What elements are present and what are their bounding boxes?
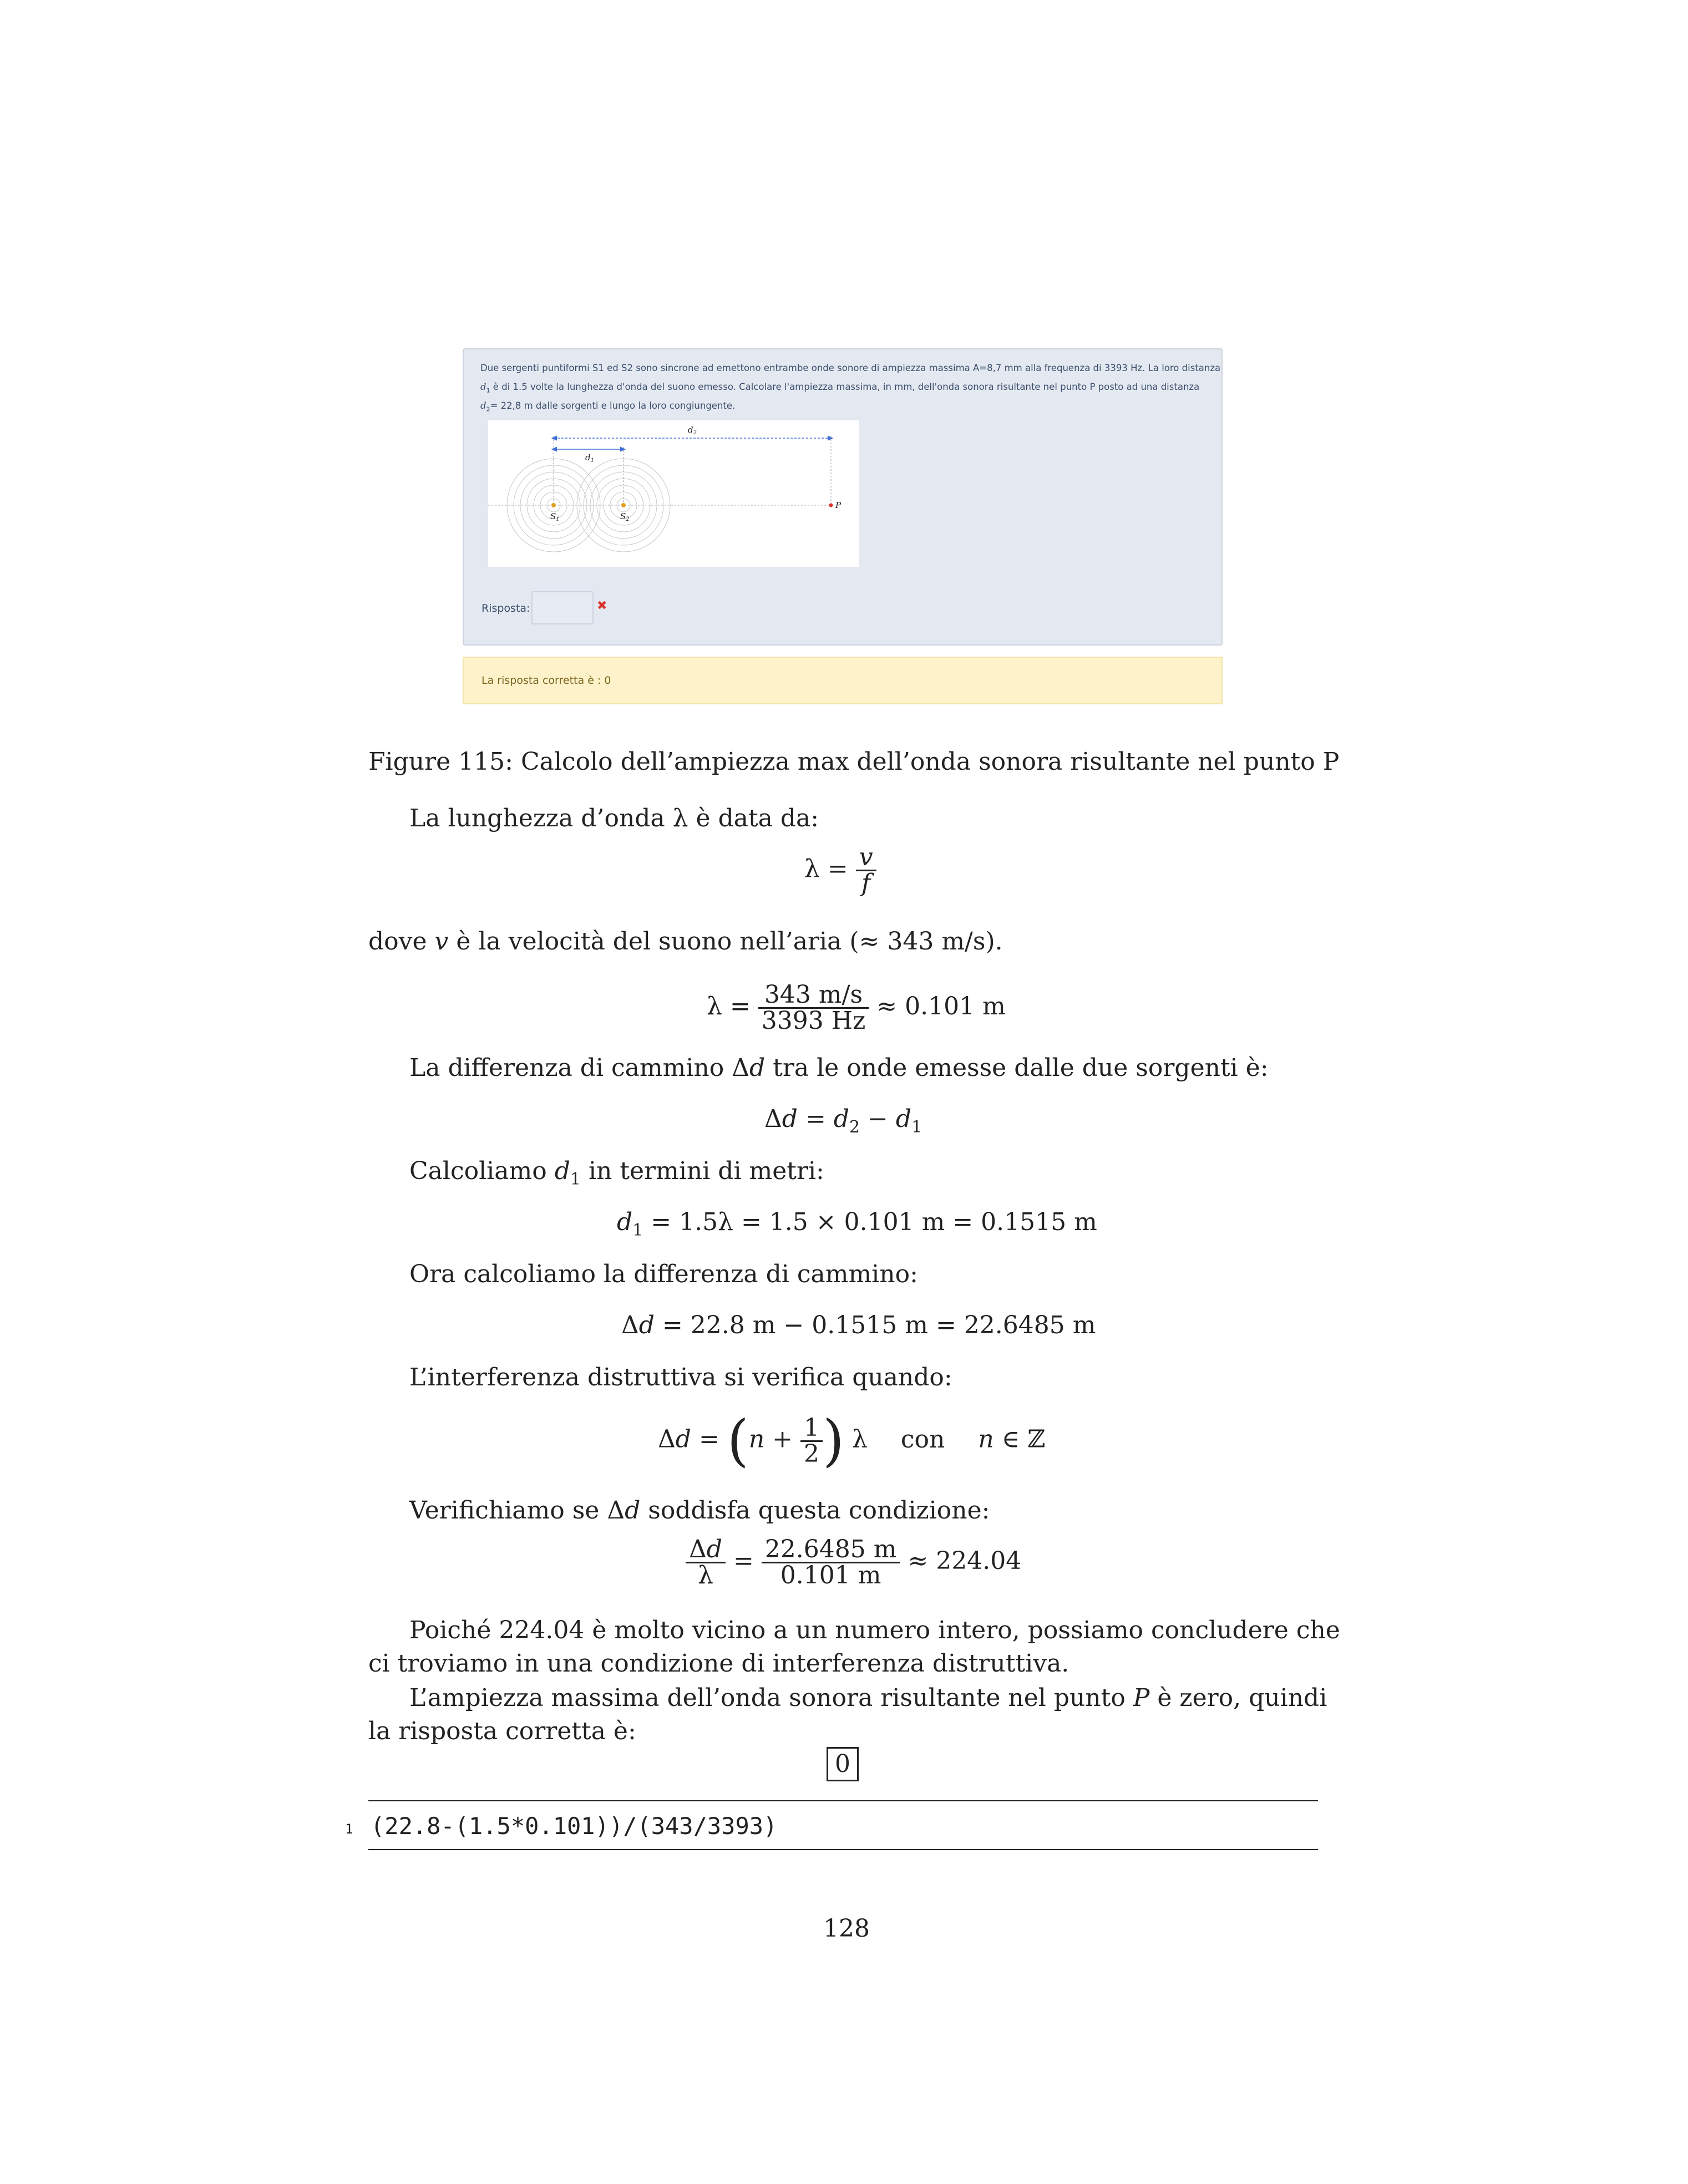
- quiz-question-line-2: [480, 383, 1207, 393]
- equation-d1-value: [617, 1208, 1097, 1240]
- paragraph-destructive-condition: L’interferenza distruttiva si verifica quando:: [409, 1363, 952, 1391]
- eq4-sub: 1: [632, 1221, 643, 1240]
- eq6-numerator: 1: [804, 1413, 819, 1442]
- figure-caption: Figure 115: Calcolo dell’ampiezza max dell’onda sonora risultante nel punto P: [368, 748, 1340, 776]
- quiz-question-line-1: Due sergenti puntiformi S1 ed S2 sono sincrone ad emettono entrambe onde sonore di ampiezza massima A=8,7 mm alla frequenza di 3393 Hz. La loro distanza: [480, 363, 1221, 373]
- eq6-equals: =: [691, 1425, 727, 1454]
- eq3-d: d: [782, 1105, 798, 1133]
- eq2-numerator: 343 m/s: [764, 981, 863, 1009]
- eq4-d: d: [617, 1208, 633, 1236]
- eq2-denominator: 3393 Hz: [758, 1007, 869, 1033]
- eq4-rest: = 1.5λ = 1.5 × 0.101 m = 0.1515 m: [643, 1208, 1097, 1236]
- eq7-lhs-denominator: λ: [686, 1562, 726, 1588]
- p4-sub: 1: [570, 1169, 581, 1189]
- eq5-rest: = 22.8 m − 0.1515 m = 22.6485 m: [654, 1311, 1096, 1339]
- equation-lambda-value: [707, 983, 1006, 1033]
- d1-symbol: d: [480, 382, 486, 392]
- eq2-rhs: ≈ 0.101 m: [869, 992, 1006, 1020]
- p7-text-b: soddisfa questa condizione:: [640, 1496, 990, 1525]
- p3-text-a: La differenza di cammino Δ: [409, 1054, 749, 1082]
- eq1-numerator: v: [859, 843, 873, 871]
- eq6-n: n: [748, 1425, 765, 1454]
- code-top-rule: [368, 1800, 1318, 1801]
- eq6-con: con: [900, 1425, 945, 1454]
- correct-answer-feedback: La risposta corretta è : 0: [481, 674, 611, 687]
- p2-v: v: [434, 927, 449, 956]
- point-p-dot: [829, 504, 833, 507]
- d1-label: $d_1$: [585, 453, 594, 464]
- eq7-lhs-numerator: [686, 1537, 726, 1562]
- p2-text-a: dove: [368, 927, 435, 956]
- wave-diagram-svg: [488, 420, 859, 567]
- eq7-delta: Δ: [689, 1535, 707, 1563]
- eq7-rhs-fraction: [762, 1537, 900, 1588]
- p7-d: d: [625, 1496, 641, 1525]
- eq2-fraction: [758, 983, 869, 1033]
- eq7-lhs-fraction: [686, 1537, 726, 1588]
- eq7-rhs-numerator: 22.6485 m: [764, 1535, 897, 1563]
- paragraph-answer-line-1: [409, 1686, 1327, 1710]
- eq2-lhs: λ =: [707, 992, 758, 1020]
- paragraph-verify: [409, 1496, 990, 1525]
- s2-label: $S_2$: [620, 511, 630, 522]
- code-bottom-rule: [368, 1849, 1318, 1850]
- eq3-equals: =: [797, 1105, 834, 1133]
- eq3-delta: Δ: [764, 1105, 782, 1133]
- eq1-denominator: f: [856, 870, 876, 896]
- quiz-question-line-3: [480, 402, 1207, 412]
- equation-delta-d: [764, 1105, 922, 1137]
- answer-label: Risposta:: [481, 602, 530, 614]
- paragraph-answer-line-2: la risposta corretta è:: [368, 1717, 636, 1745]
- eq3-d2: d: [833, 1105, 849, 1133]
- d2-symbol: d: [480, 400, 486, 411]
- p9-p: P: [1133, 1684, 1150, 1712]
- code-line-number: 1: [345, 1821, 353, 1837]
- wave-diagram: [488, 420, 859, 567]
- eq6-lambda: λ: [844, 1425, 868, 1454]
- eq5-d: d: [638, 1311, 655, 1339]
- equation-ratio: [686, 1537, 1021, 1588]
- p4-d: d: [554, 1157, 570, 1185]
- p4-text-a: Calcoliamo: [409, 1157, 555, 1185]
- source-s1-dot: [551, 503, 556, 507]
- equation-destructive-interference: [658, 1408, 1046, 1473]
- eq6-denominator: 2: [800, 1440, 823, 1466]
- eq3-sub2: 2: [849, 1118, 860, 1137]
- p7-text-a: Verifichiamo se Δ: [409, 1496, 625, 1525]
- equation-lambda-v-over-f: [804, 845, 876, 896]
- paragraph-speed-of-sound: [368, 927, 1003, 956]
- p3-text-b: tra le onde emesse dalle due sorgenti è:: [765, 1054, 1269, 1082]
- paragraph-compute-d1: [409, 1159, 824, 1188]
- s1-label: $S_1$: [550, 511, 560, 522]
- paragraph-path-difference: [409, 1056, 1269, 1080]
- eq3-minus: −: [860, 1105, 896, 1133]
- eq7-d: d: [706, 1535, 722, 1563]
- eq6-in-z: ∈ ℤ: [993, 1425, 1046, 1454]
- page-number: 128: [823, 1914, 870, 1943]
- eq6-close-paren: ): [823, 1408, 845, 1473]
- eq3-sub1: 1: [911, 1118, 922, 1137]
- eq1-lhs: λ =: [804, 855, 856, 883]
- boxed-answer: 0: [827, 1747, 859, 1781]
- p9-text-b: è zero, quindi: [1149, 1684, 1327, 1712]
- eq7-rhs: ≈ 224.04: [900, 1547, 1022, 1575]
- source-s2-dot: [621, 503, 626, 507]
- p4-text-b: in termini di metri:: [580, 1157, 824, 1185]
- answer-input[interactable]: [531, 591, 594, 624]
- quiz-line-2-text: è di 1.5 volte la lunghezza d'onda del suono emesso. Calcolare l'ampiezza massima, in mm, dell'onda sonora risultante nel punto P posto ad una distanza: [490, 382, 1200, 392]
- paragraph-wavelength-intro: La lunghezza d’onda λ è data da:: [409, 804, 819, 832]
- eq5-delta: Δ: [621, 1311, 639, 1339]
- code-listing: (22.8-(1.5*0.101))/(343/3393): [371, 1812, 778, 1840]
- eq7-equals: =: [725, 1547, 762, 1575]
- eq6-open-paren: (: [727, 1408, 749, 1473]
- eq6-plus: +: [764, 1425, 800, 1454]
- eq6-fraction: [800, 1413, 823, 1468]
- eq6-delta: Δ: [658, 1425, 676, 1454]
- eq1-fraction: [856, 845, 876, 896]
- eq6-n2: n: [978, 1425, 994, 1454]
- eq7-rhs-denominator: 0.101 m: [762, 1562, 900, 1588]
- quiz-line-3-text: = 22,8 m dalle sorgenti e lungo la loro congiungente.: [490, 400, 736, 411]
- paragraph-conclusion-line-1: Poiché 224.04 è molto vicino a un numero intero, possiamo concludere che: [409, 1616, 1340, 1644]
- p-label: P: [835, 500, 842, 510]
- d2-label: $d_2$: [688, 425, 697, 436]
- p2-text-b: è la velocità del suono nell’aria (≈ 343 m/s).: [448, 927, 1003, 956]
- eq3-d1: d: [895, 1105, 912, 1133]
- p3-d: d: [749, 1054, 766, 1082]
- wrong-answer-icon: ✖: [597, 599, 607, 613]
- d1-subscript: 1: [486, 387, 490, 394]
- equation-delta-d-value: [621, 1313, 1096, 1338]
- p9-text-a: L’ampiezza massima dell’onda sonora risultante nel punto: [409, 1684, 1133, 1712]
- paragraph-compute-path-difference: Ora calcoliamo la differenza di cammino:: [409, 1260, 918, 1288]
- paragraph-conclusion-line-2: ci troviamo in una condizione di interferenza distruttiva.: [368, 1649, 1069, 1678]
- d2-subscript: 2: [486, 405, 490, 413]
- eq6-d: d: [675, 1425, 691, 1454]
